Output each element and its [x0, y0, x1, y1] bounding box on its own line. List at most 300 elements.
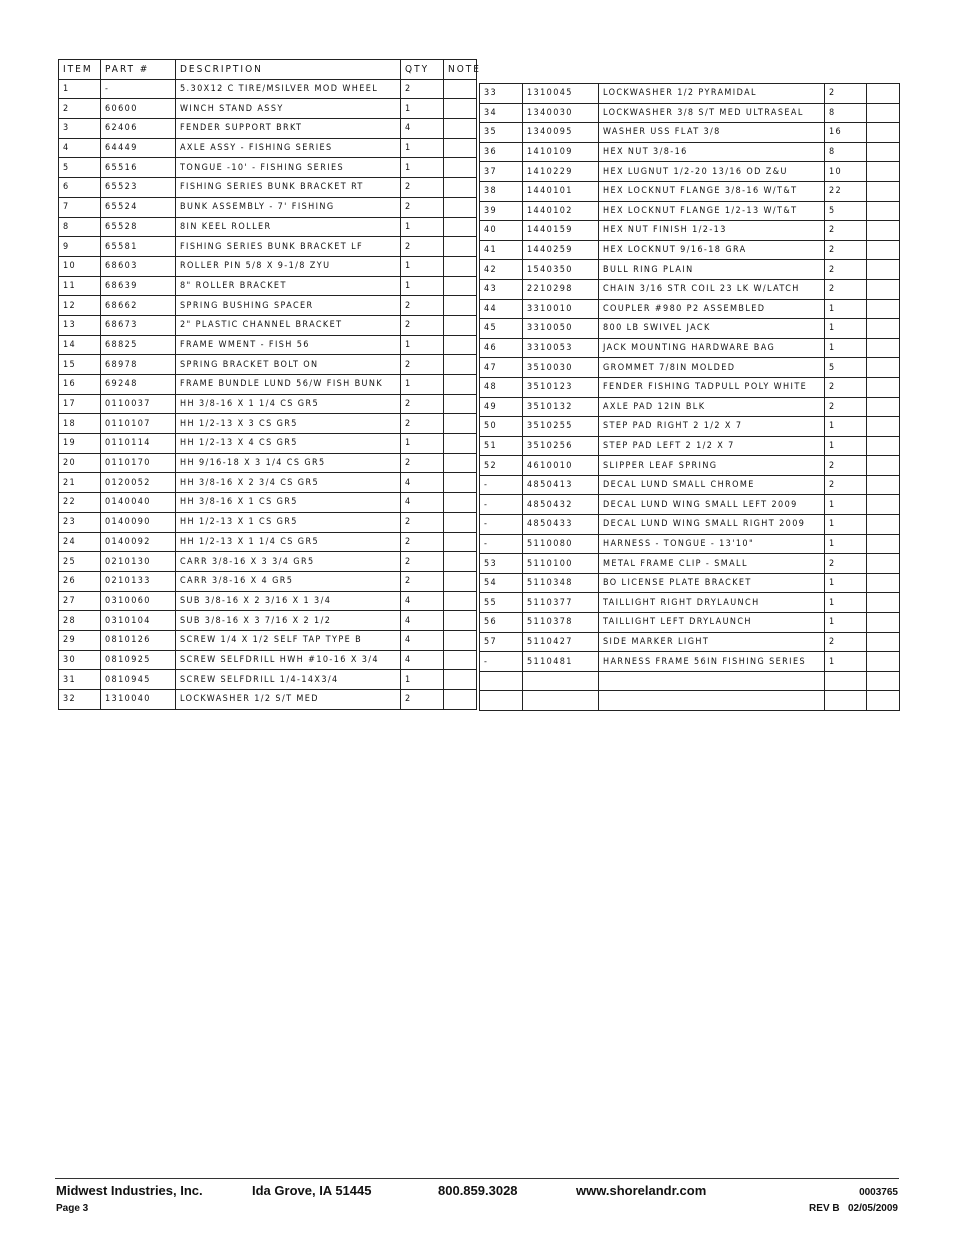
part-number-cell: 5110100 [523, 554, 599, 574]
item-cell: - [480, 495, 523, 515]
item-cell: 40 [480, 221, 523, 241]
part-number-cell: 0310104 [101, 611, 176, 631]
table-row [480, 299, 900, 319]
item-cell: 3 [59, 119, 101, 139]
qty-cell: 2 [401, 690, 444, 710]
table-row [480, 221, 900, 241]
note-cell [867, 123, 900, 143]
part-number-cell: 0140090 [101, 512, 176, 532]
note-cell [444, 158, 477, 178]
description-cell: 8" ROLLER BRACKET [176, 276, 401, 296]
note-cell [867, 181, 900, 201]
item-cell: 42 [480, 260, 523, 280]
description-cell: BUNK ASSEMBLY - 7' FISHING [176, 197, 401, 217]
description-cell: HARNESS - TONGUE - 13'10" [599, 534, 825, 554]
table-row [480, 593, 900, 613]
description-cell: FENDER FISHING TADPULL POLY WHITE [599, 377, 825, 397]
table-row [59, 394, 477, 414]
qty-cell: 2 [401, 552, 444, 572]
qty-cell: 1 [825, 436, 867, 456]
part-number-cell: 68825 [101, 335, 176, 355]
part-number-cell: 64449 [101, 138, 176, 158]
item-cell [480, 691, 523, 711]
note-cell [867, 338, 900, 358]
description-cell: HH 1/2-13 X 4 CS GR5 [176, 434, 401, 454]
item-cell: - [480, 515, 523, 535]
table-row [59, 453, 477, 473]
table-row [59, 375, 477, 395]
item-cell: 21 [59, 473, 101, 493]
item-cell: 4 [59, 138, 101, 158]
part-number-cell: 1440101 [523, 181, 599, 201]
note-cell [444, 178, 477, 198]
description-cell: HH 1/2-13 X 1 CS GR5 [176, 512, 401, 532]
qty-cell: 1 [825, 613, 867, 633]
table-row [59, 670, 477, 690]
qty-cell [825, 671, 867, 691]
item-cell: 17 [59, 394, 101, 414]
header-item: ITEM [59, 60, 101, 80]
description-cell: 5.30X12 C TIRE/MSILVER MOD WHEEL [176, 79, 401, 99]
note-cell [867, 613, 900, 633]
item-cell: 25 [59, 552, 101, 572]
item-cell: 27 [59, 591, 101, 611]
item-cell: 47 [480, 358, 523, 378]
description-cell: METAL FRAME CLIP - SMALL [599, 554, 825, 574]
part-number-cell: 3510030 [523, 358, 599, 378]
qty-cell: 2 [401, 512, 444, 532]
part-number-cell: 68673 [101, 315, 176, 335]
table-row [480, 142, 900, 162]
header-description: DESCRIPTION [176, 60, 401, 80]
description-cell: SCREW SELFDRILL 1/4-14X3/4 [176, 670, 401, 690]
table-row [480, 691, 900, 711]
part-number-cell: 0140040 [101, 493, 176, 513]
part-number-cell: 1340030 [523, 103, 599, 123]
item-cell: 36 [480, 142, 523, 162]
header-part-number: PART # [101, 60, 176, 80]
qty-cell: 1 [401, 99, 444, 119]
qty-cell: 2 [825, 554, 867, 574]
table-row [59, 138, 477, 158]
description-cell [599, 671, 825, 691]
item-cell: 46 [480, 338, 523, 358]
item-cell: - [480, 652, 523, 672]
table-row [480, 260, 900, 280]
description-cell: FISHING SERIES BUNK BRACKET LF [176, 237, 401, 257]
note-cell [444, 119, 477, 139]
part-number-cell: 65523 [101, 178, 176, 198]
table-row [59, 493, 477, 513]
item-cell: 10 [59, 256, 101, 276]
description-cell: HH 3/8-16 X 2 3/4 CS GR5 [176, 473, 401, 493]
header-note: NOTE [444, 60, 477, 80]
qty-cell: 4 [401, 611, 444, 631]
item-cell: 53 [480, 554, 523, 574]
part-number-cell: 65524 [101, 197, 176, 217]
qty-cell: 2 [825, 221, 867, 241]
item-cell: 38 [480, 181, 523, 201]
part-number-cell: 1310045 [523, 84, 599, 104]
description-cell: HEX LOCKNUT 9/16-18 GRA [599, 240, 825, 260]
table-row [59, 315, 477, 335]
qty-cell: 8 [825, 142, 867, 162]
qty-cell: 1 [401, 138, 444, 158]
description-cell: BULL RING PLAIN [599, 260, 825, 280]
table-row [59, 276, 477, 296]
description-cell: DECAL LUND WING SMALL LEFT 2009 [599, 495, 825, 515]
item-cell: 50 [480, 417, 523, 437]
part-number-cell: 68639 [101, 276, 176, 296]
item-cell: 22 [59, 493, 101, 513]
qty-cell: 2 [825, 632, 867, 652]
description-cell: HARNESS FRAME 56IN FISHING SERIES [599, 652, 825, 672]
part-number-cell: 0110170 [101, 453, 176, 473]
note-cell [444, 296, 477, 316]
table-row [59, 690, 477, 710]
note-cell [444, 414, 477, 434]
item-cell: 30 [59, 650, 101, 670]
item-cell: 41 [480, 240, 523, 260]
description-cell: STEP PAD RIGHT 2 1/2 X 7 [599, 417, 825, 437]
note-cell [867, 279, 900, 299]
qty-cell: 2 [825, 240, 867, 260]
qty-cell: 2 [401, 296, 444, 316]
part-number-cell: 4850413 [523, 475, 599, 495]
description-cell: HEX LUGNUT 1/2-20 13/16 OD Z&U [599, 162, 825, 182]
note-cell [444, 315, 477, 335]
item-cell: 45 [480, 319, 523, 339]
note-cell [444, 611, 477, 631]
qty-cell: 2 [401, 453, 444, 473]
item-cell: 19 [59, 434, 101, 454]
note-cell [444, 79, 477, 99]
description-cell: FENDER SUPPORT BRKT [176, 119, 401, 139]
part-number-cell: 5110348 [523, 573, 599, 593]
note-cell [444, 276, 477, 296]
part-number-cell: 2210298 [523, 279, 599, 299]
item-cell: 23 [59, 512, 101, 532]
table-row [59, 335, 477, 355]
description-cell: WASHER USS FLAT 3/8 [599, 123, 825, 143]
table-row [59, 434, 477, 454]
qty-cell: 2 [825, 84, 867, 104]
footer-doc-number: 0003765 [859, 1187, 898, 1198]
note-cell [444, 473, 477, 493]
qty-cell: 1 [825, 417, 867, 437]
table-row [480, 358, 900, 378]
note-cell [444, 394, 477, 414]
part-number-cell: 1410229 [523, 162, 599, 182]
qty-cell: 4 [401, 591, 444, 611]
qty-cell: 1 [401, 158, 444, 178]
table-row [480, 573, 900, 593]
qty-cell: 2 [401, 178, 444, 198]
part-number-cell: 69248 [101, 375, 176, 395]
description-cell: BO LICENSE PLATE BRACKET [599, 573, 825, 593]
table-row [480, 495, 900, 515]
note-cell [444, 237, 477, 257]
description-cell: CHAIN 3/16 STR COIL 23 LK W/LATCH [599, 279, 825, 299]
table-row [480, 319, 900, 339]
part-number-cell: 0810126 [101, 630, 176, 650]
note-cell [444, 571, 477, 591]
item-cell: 43 [480, 279, 523, 299]
part-number-cell: 0210133 [101, 571, 176, 591]
note-cell [867, 358, 900, 378]
part-number-cell: 0810925 [101, 650, 176, 670]
description-cell: STEP PAD LEFT 2 1/2 X 7 [599, 436, 825, 456]
item-cell: 24 [59, 532, 101, 552]
note-cell [867, 691, 900, 711]
table-row [480, 436, 900, 456]
note-cell [444, 512, 477, 532]
description-cell: FISHING SERIES BUNK BRACKET RT [176, 178, 401, 198]
item-cell [480, 671, 523, 691]
note-cell [867, 573, 900, 593]
item-cell: 6 [59, 178, 101, 198]
note-cell [444, 591, 477, 611]
part-number-cell: 62406 [101, 119, 176, 139]
part-number-cell: 65528 [101, 217, 176, 237]
qty-cell: 2 [401, 237, 444, 257]
qty-cell: 4 [401, 119, 444, 139]
table-row [59, 552, 477, 572]
note-cell [444, 434, 477, 454]
description-cell: GROMMET 7/8IN MOLDED [599, 358, 825, 378]
description-cell: JACK MOUNTING HARDWARE BAG [599, 338, 825, 358]
part-number-cell: 3310050 [523, 319, 599, 339]
note-cell [867, 456, 900, 476]
item-cell: - [480, 475, 523, 495]
note-cell [444, 453, 477, 473]
description-cell: SCREW SELFDRILL HWH #10-16 X 3/4 [176, 650, 401, 670]
note-cell [444, 197, 477, 217]
note-cell [867, 103, 900, 123]
description-cell: HEX NUT FINISH 1/2-13 [599, 221, 825, 241]
table-row [59, 217, 477, 237]
description-cell: HEX LOCKNUT FLANGE 1/2-13 W/T&T [599, 201, 825, 221]
part-number-cell: - [101, 79, 176, 99]
description-cell: AXLE ASSY - FISHING SERIES [176, 138, 401, 158]
qty-cell [825, 691, 867, 711]
item-cell: 26 [59, 571, 101, 591]
qty-cell: 2 [401, 394, 444, 414]
table-row [480, 671, 900, 691]
qty-cell: 1 [825, 652, 867, 672]
item-cell: 12 [59, 296, 101, 316]
item-cell: 29 [59, 630, 101, 650]
qty-cell: 2 [401, 571, 444, 591]
part-number-cell: 3310010 [523, 299, 599, 319]
description-cell: FRAME WMENT - FISH 56 [176, 335, 401, 355]
note-cell [867, 593, 900, 613]
item-cell: 31 [59, 670, 101, 690]
table-row [59, 414, 477, 434]
description-cell: HH 9/16-18 X 3 1/4 CS GR5 [176, 453, 401, 473]
description-cell: LOCKWASHER 1/2 S/T MED [176, 690, 401, 710]
footer-company: Midwest Industries, Inc. [56, 1183, 203, 1198]
table-row [59, 296, 477, 316]
part-number-cell: 65516 [101, 158, 176, 178]
table-row [59, 650, 477, 670]
table-row [59, 99, 477, 119]
item-cell: 57 [480, 632, 523, 652]
table-row [480, 162, 900, 182]
part-number-cell: 5110080 [523, 534, 599, 554]
part-number-cell: 1310040 [101, 690, 176, 710]
qty-cell: 2 [401, 355, 444, 375]
description-cell [599, 691, 825, 711]
part-number-cell: 68978 [101, 355, 176, 375]
note-cell [867, 221, 900, 241]
qty-cell: 2 [401, 197, 444, 217]
qty-cell: 2 [825, 475, 867, 495]
note-cell [867, 534, 900, 554]
description-cell: COUPLER #980 P2 ASSEMBLED [599, 299, 825, 319]
note-cell [867, 201, 900, 221]
item-cell: 7 [59, 197, 101, 217]
part-number-cell [523, 691, 599, 711]
part-number-cell: 0310060 [101, 591, 176, 611]
table-row [59, 256, 477, 276]
description-cell: 2" PLASTIC CHANNEL BRACKET [176, 315, 401, 335]
item-cell: 18 [59, 414, 101, 434]
part-number-cell: 3310053 [523, 338, 599, 358]
qty-cell: 1 [401, 217, 444, 237]
table-row [480, 456, 900, 476]
qty-cell: 1 [825, 573, 867, 593]
table-row [59, 473, 477, 493]
description-cell: SPRING BUSHING SPACER [176, 296, 401, 316]
item-cell: 44 [480, 299, 523, 319]
description-cell: SUB 3/8-16 X 2 3/16 X 1 3/4 [176, 591, 401, 611]
footer-phone: 800.859.3028 [438, 1183, 518, 1198]
table-row [59, 571, 477, 591]
qty-cell: 4 [401, 650, 444, 670]
qty-cell: 5 [825, 201, 867, 221]
part-number-cell: 0110037 [101, 394, 176, 414]
table-row [480, 417, 900, 437]
table-row [59, 630, 477, 650]
item-cell: 39 [480, 201, 523, 221]
qty-cell: 1 [401, 276, 444, 296]
part-number-cell: 68662 [101, 296, 176, 316]
part-number-cell: 5110481 [523, 652, 599, 672]
note-cell [867, 319, 900, 339]
part-number-cell: 0810945 [101, 670, 176, 690]
note-cell [867, 162, 900, 182]
note-cell [867, 495, 900, 515]
note-cell [867, 377, 900, 397]
qty-cell: 2 [825, 397, 867, 417]
note-cell [867, 299, 900, 319]
qty-cell: 1 [825, 593, 867, 613]
qty-cell: 22 [825, 181, 867, 201]
part-number-cell: 0140092 [101, 532, 176, 552]
table-row [480, 279, 900, 299]
description-cell: DECAL LUND WING SMALL RIGHT 2009 [599, 515, 825, 535]
item-cell: 49 [480, 397, 523, 417]
parts-table-right [479, 83, 900, 711]
footer-website: www.shorelandr.com [576, 1183, 707, 1198]
table-row [480, 103, 900, 123]
part-number-cell: 3510132 [523, 397, 599, 417]
item-cell: 28 [59, 611, 101, 631]
part-number-cell: 4610010 [523, 456, 599, 476]
item-cell: 16 [59, 375, 101, 395]
note-cell [867, 436, 900, 456]
item-cell: 52 [480, 456, 523, 476]
table-row [59, 355, 477, 375]
note-cell [444, 670, 477, 690]
part-number-cell: 5110378 [523, 613, 599, 633]
description-cell: FRAME BUNDLE LUND 56/W FISH BUNK [176, 375, 401, 395]
qty-cell: 2 [401, 79, 444, 99]
qty-cell: 1 [825, 534, 867, 554]
part-number-cell: 4850433 [523, 515, 599, 535]
item-cell: 55 [480, 593, 523, 613]
description-cell: SIDE MARKER LIGHT [599, 632, 825, 652]
note-cell [444, 256, 477, 276]
description-cell: HH 3/8-16 X 1 CS GR5 [176, 493, 401, 513]
part-number-cell: 1340095 [523, 123, 599, 143]
description-cell: SUB 3/8-16 X 3 7/16 X 2 1/2 [176, 611, 401, 631]
footer-page-number: Page 3 [56, 1203, 89, 1214]
table-row [480, 377, 900, 397]
item-cell: 15 [59, 355, 101, 375]
parts-table-left [58, 59, 481, 710]
item-cell: 37 [480, 162, 523, 182]
description-cell: 8IN KEEL ROLLER [176, 217, 401, 237]
part-number-cell: 0120052 [101, 473, 176, 493]
item-cell: 48 [480, 377, 523, 397]
part-number-cell: 1440159 [523, 221, 599, 241]
qty-cell: 2 [825, 456, 867, 476]
table-row [59, 591, 477, 611]
note-cell [444, 99, 477, 119]
qty-cell: 2 [401, 532, 444, 552]
description-cell: CARR 3/8-16 X 3 3/4 GR5 [176, 552, 401, 572]
part-number-cell: 65581 [101, 237, 176, 257]
note-cell [867, 417, 900, 437]
item-cell: 13 [59, 315, 101, 335]
table-row [480, 554, 900, 574]
table-row [480, 534, 900, 554]
table-row [480, 181, 900, 201]
part-number-cell: 1540350 [523, 260, 599, 280]
qty-cell: 1 [825, 495, 867, 515]
qty-cell: 4 [401, 473, 444, 493]
header-qty: QTY [401, 60, 444, 80]
part-number-cell: 5110377 [523, 593, 599, 613]
note-cell [444, 493, 477, 513]
qty-cell: 1 [401, 335, 444, 355]
item-cell: 34 [480, 103, 523, 123]
table-header-row [59, 60, 477, 80]
table-row [59, 611, 477, 631]
description-cell: HEX NUT 3/8-16 [599, 142, 825, 162]
footer-revision: REV B 02/05/2009 [809, 1203, 898, 1214]
note-cell [444, 335, 477, 355]
qty-cell: 1 [825, 338, 867, 358]
qty-cell: 1 [401, 670, 444, 690]
table-row [59, 237, 477, 257]
item-cell: 1 [59, 79, 101, 99]
table-row [480, 632, 900, 652]
part-number-cell: 68603 [101, 256, 176, 276]
table-row [480, 475, 900, 495]
